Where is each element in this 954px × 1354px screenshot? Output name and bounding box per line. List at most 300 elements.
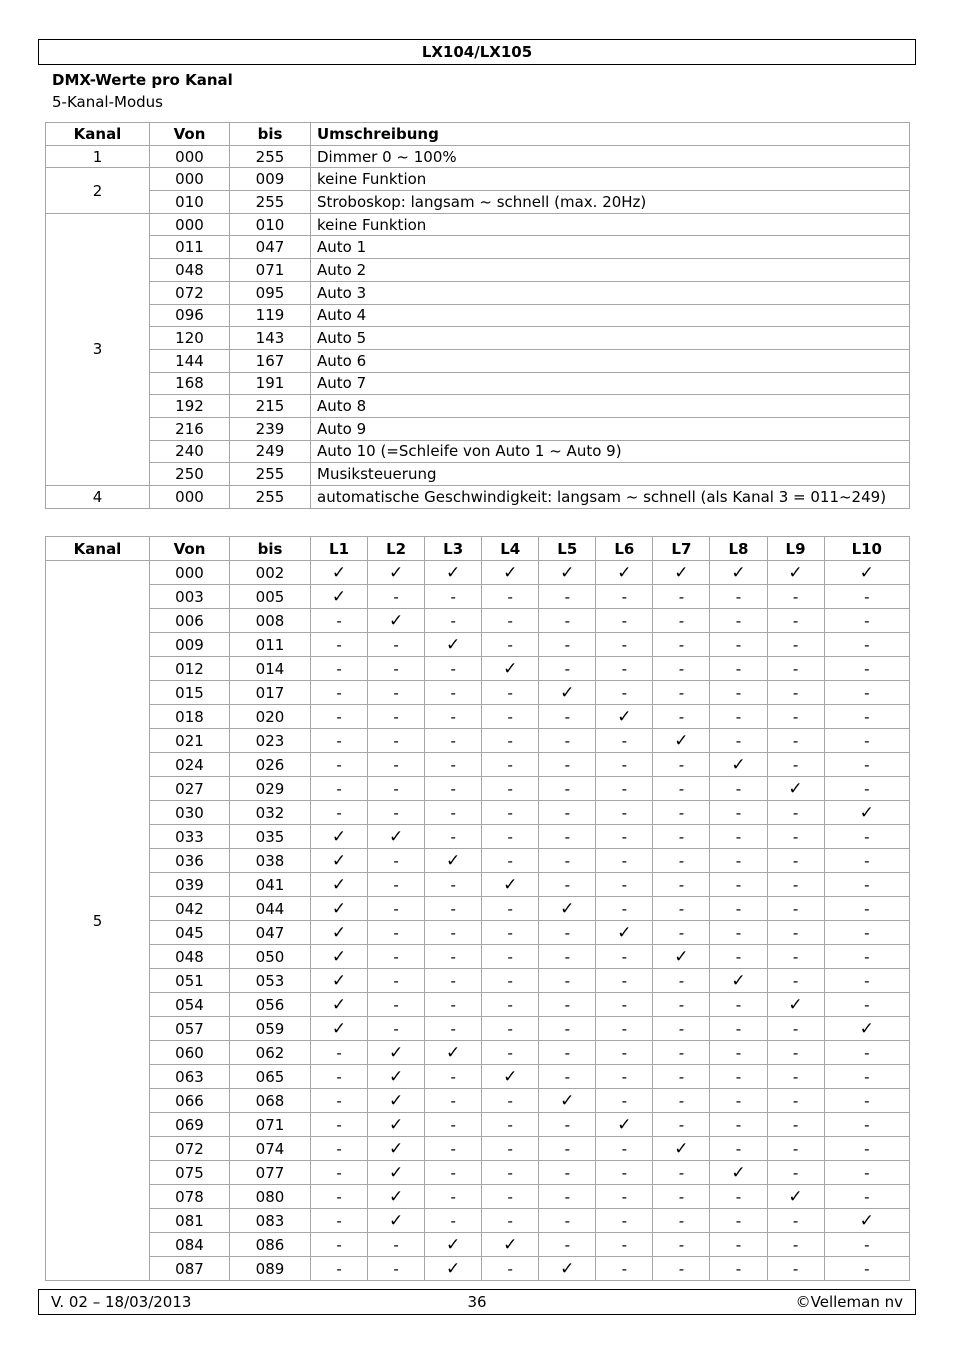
dash-cell: -	[767, 1209, 824, 1233]
von-cell: 168	[150, 372, 230, 395]
table-row	[46, 145, 910, 168]
check-mark-cell: ✓	[368, 1065, 425, 1089]
table-row	[46, 1113, 910, 1137]
header-von: Von	[150, 123, 230, 146]
dash-cell: -	[596, 1089, 653, 1113]
header-l1: L1	[311, 537, 368, 561]
dash-cell: -	[482, 945, 539, 969]
document-header	[38, 39, 916, 65]
dash-cell: -	[482, 609, 539, 633]
dash-cell: -	[710, 921, 767, 945]
table-row	[46, 1257, 910, 1281]
von-cell: 045	[150, 921, 230, 945]
dash-cell: -	[311, 1089, 368, 1113]
table-row	[46, 281, 910, 304]
check-mark-cell: ✓	[767, 1185, 824, 1209]
dash-cell: -	[596, 1017, 653, 1041]
dash-cell: -	[425, 681, 482, 705]
check-mark-cell: ✓	[767, 993, 824, 1017]
check-mark-cell: ✓	[710, 753, 767, 777]
table-row	[46, 633, 910, 657]
dash-cell: -	[710, 633, 767, 657]
dash-cell: -	[824, 1161, 909, 1185]
check-mark-cell: ✓	[824, 561, 909, 585]
dash-cell: -	[710, 705, 767, 729]
dash-cell: -	[824, 849, 909, 873]
bis-cell: 008	[230, 609, 311, 633]
dash-cell: -	[710, 1185, 767, 1209]
dash-cell: -	[653, 633, 710, 657]
dash-cell: -	[653, 609, 710, 633]
table-row	[46, 897, 910, 921]
dash-cell: -	[767, 1137, 824, 1161]
dash-cell: -	[482, 1185, 539, 1209]
dash-cell: -	[767, 1161, 824, 1185]
umschreibung-cell: Auto 6	[311, 349, 910, 372]
dash-cell: -	[482, 921, 539, 945]
dash-cell: -	[824, 1185, 909, 1209]
check-mark-cell: ✓	[368, 1113, 425, 1137]
check-mark-cell: ✓	[482, 873, 539, 897]
table-row	[46, 609, 910, 633]
header-l3: L3	[425, 537, 482, 561]
umschreibung-cell: keine Funktion	[311, 213, 910, 236]
dash-cell: -	[368, 1233, 425, 1257]
von-cell: 216	[150, 417, 230, 440]
bis-cell: 032	[230, 801, 311, 825]
von-cell: 006	[150, 609, 230, 633]
check-mark-cell: ✓	[311, 825, 368, 849]
dash-cell: -	[539, 921, 596, 945]
dash-cell: -	[824, 993, 909, 1017]
dash-cell: -	[311, 609, 368, 633]
check-mark-cell: ✓	[311, 993, 368, 1017]
kanal-cell: 2	[46, 168, 150, 213]
bis-cell: 026	[230, 753, 311, 777]
dash-cell: -	[596, 993, 653, 1017]
table-row	[46, 801, 910, 825]
dash-cell: -	[482, 1209, 539, 1233]
bis-cell: 083	[230, 1209, 311, 1233]
table-header-row	[46, 537, 910, 561]
von-cell: 051	[150, 969, 230, 993]
dash-cell: -	[710, 729, 767, 753]
dash-cell: -	[425, 1185, 482, 1209]
dash-cell: -	[425, 777, 482, 801]
bis-cell: 191	[230, 372, 311, 395]
bis-cell: 239	[230, 417, 311, 440]
dash-cell: -	[539, 753, 596, 777]
dash-cell: -	[824, 825, 909, 849]
dash-cell: -	[311, 657, 368, 681]
check-mark-cell: ✓	[539, 681, 596, 705]
dash-cell: -	[539, 969, 596, 993]
bis-cell: 041	[230, 873, 311, 897]
bis-cell: 086	[230, 1233, 311, 1257]
dash-cell: -	[596, 633, 653, 657]
table-row	[46, 921, 910, 945]
bis-cell: 053	[230, 969, 311, 993]
von-cell: 060	[150, 1041, 230, 1065]
dash-cell: -	[311, 705, 368, 729]
table-row	[46, 753, 910, 777]
document-footer	[38, 1289, 916, 1315]
dash-cell: -	[425, 609, 482, 633]
umschreibung-cell: Auto 8	[311, 395, 910, 418]
dash-cell: -	[539, 705, 596, 729]
von-cell: 144	[150, 349, 230, 372]
check-mark-cell: ✓	[596, 705, 653, 729]
dash-cell: -	[710, 897, 767, 921]
dash-cell: -	[653, 657, 710, 681]
check-mark-cell: ✓	[368, 825, 425, 849]
dash-cell: -	[311, 801, 368, 825]
header-von: Von	[150, 537, 230, 561]
dash-cell: -	[425, 729, 482, 753]
dash-cell: -	[653, 993, 710, 1017]
dash-cell: -	[653, 1257, 710, 1281]
umschreibung-cell: Musiksteuerung	[311, 463, 910, 486]
check-mark-cell: ✓	[539, 561, 596, 585]
dash-cell: -	[596, 657, 653, 681]
bis-cell: 255	[230, 486, 311, 509]
dash-cell: -	[653, 849, 710, 873]
umschreibung-cell: Auto 10 (=Schleife von Auto 1 ~ Auto 9)	[311, 440, 910, 463]
dash-cell: -	[596, 849, 653, 873]
dash-cell: -	[653, 777, 710, 801]
dash-cell: -	[311, 633, 368, 657]
dash-cell: -	[368, 969, 425, 993]
dash-cell: -	[539, 993, 596, 1017]
dash-cell: -	[539, 1233, 596, 1257]
dash-cell: -	[710, 825, 767, 849]
header-l6: L6	[596, 537, 653, 561]
bis-cell: 215	[230, 395, 311, 418]
dash-cell: -	[710, 873, 767, 897]
check-mark-cell: ✓	[653, 945, 710, 969]
dash-cell: -	[482, 1161, 539, 1185]
check-mark-cell: ✓	[596, 921, 653, 945]
bis-cell: 080	[230, 1185, 311, 1209]
dash-cell: -	[539, 873, 596, 897]
dash-cell: -	[824, 945, 909, 969]
dash-cell: -	[710, 1137, 767, 1161]
table-row	[46, 1041, 910, 1065]
check-mark-cell: ✓	[425, 633, 482, 657]
table-row	[46, 372, 910, 395]
dash-cell: -	[311, 1065, 368, 1089]
dash-cell: -	[368, 1017, 425, 1041]
dash-cell: -	[596, 1065, 653, 1089]
dash-cell: -	[653, 1233, 710, 1257]
von-cell: 069	[150, 1113, 230, 1137]
dash-cell: -	[482, 1113, 539, 1137]
dash-cell: -	[824, 1137, 909, 1161]
dash-cell: -	[596, 1209, 653, 1233]
table-row	[46, 463, 910, 486]
umschreibung-cell: keine Funktion	[311, 168, 910, 191]
dash-cell: -	[311, 1161, 368, 1185]
table-row	[46, 729, 910, 753]
dash-cell: -	[425, 1065, 482, 1089]
dash-cell: -	[710, 1065, 767, 1089]
check-mark-cell: ✓	[710, 1161, 767, 1185]
dash-cell: -	[368, 921, 425, 945]
check-mark-cell: ✓	[767, 777, 824, 801]
dash-cell: -	[425, 1209, 482, 1233]
dash-cell: -	[368, 657, 425, 681]
dash-cell: -	[710, 1113, 767, 1137]
dash-cell: -	[824, 897, 909, 921]
bis-cell: 119	[230, 304, 311, 327]
dash-cell: -	[368, 897, 425, 921]
footer-copyright: ©Velleman nv	[795, 1293, 903, 1311]
check-mark-cell: ✓	[368, 1137, 425, 1161]
table-row	[46, 1233, 910, 1257]
header-bis: bis	[230, 123, 311, 146]
header-l7: L7	[653, 537, 710, 561]
dash-cell: -	[425, 585, 482, 609]
dash-cell: -	[710, 657, 767, 681]
document-title: LX104/LX105	[421, 43, 533, 61]
dash-cell: -	[710, 1257, 767, 1281]
bis-cell: 023	[230, 729, 311, 753]
bis-cell: 044	[230, 897, 311, 921]
table-row	[46, 825, 910, 849]
dash-cell: -	[824, 1041, 909, 1065]
dash-cell: -	[425, 1161, 482, 1185]
dash-cell: -	[596, 753, 653, 777]
check-mark-cell: ✓	[482, 657, 539, 681]
bis-cell: 009	[230, 168, 311, 191]
dash-cell: -	[824, 1089, 909, 1113]
von-cell: 048	[150, 259, 230, 282]
dash-cell: -	[767, 1257, 824, 1281]
kanal-cell: 5	[46, 561, 150, 1281]
dash-cell: -	[824, 729, 909, 753]
dash-cell: -	[596, 1185, 653, 1209]
table-row	[46, 705, 910, 729]
header-kanal: Kanal	[46, 537, 150, 561]
dash-cell: -	[710, 585, 767, 609]
umschreibung-cell: Auto 9	[311, 417, 910, 440]
dash-cell: -	[539, 729, 596, 753]
check-mark-cell: ✓	[311, 561, 368, 585]
dash-cell: -	[425, 897, 482, 921]
umschreibung-cell: Dimmer 0 ~ 100%	[311, 145, 910, 168]
dash-cell: -	[710, 993, 767, 1017]
dash-cell: -	[425, 825, 482, 849]
table-row	[46, 1089, 910, 1113]
umschreibung-cell: Auto 1	[311, 236, 910, 259]
check-mark-cell: ✓	[425, 561, 482, 585]
dash-cell: -	[539, 777, 596, 801]
table-row	[46, 304, 910, 327]
kanal-cell: 1	[46, 145, 150, 168]
dash-cell: -	[767, 1113, 824, 1137]
dash-cell: -	[539, 1209, 596, 1233]
dash-cell: -	[767, 753, 824, 777]
von-cell: 000	[150, 145, 230, 168]
dash-cell: -	[596, 969, 653, 993]
dash-cell: -	[653, 921, 710, 945]
von-cell: 011	[150, 236, 230, 259]
check-mark-cell: ✓	[653, 1137, 710, 1161]
bis-cell: 047	[230, 236, 311, 259]
table-row	[46, 1209, 910, 1233]
bis-cell: 062	[230, 1041, 311, 1065]
dash-cell: -	[482, 681, 539, 705]
dash-cell: -	[482, 633, 539, 657]
von-cell: 057	[150, 1017, 230, 1041]
von-cell: 030	[150, 801, 230, 825]
von-cell: 009	[150, 633, 230, 657]
bis-cell: 011	[230, 633, 311, 657]
dash-cell: -	[482, 705, 539, 729]
bis-cell: 143	[230, 327, 311, 350]
dash-cell: -	[824, 1257, 909, 1281]
dash-cell: -	[311, 753, 368, 777]
check-mark-cell: ✓	[824, 1017, 909, 1041]
bis-cell: 029	[230, 777, 311, 801]
bis-cell: 249	[230, 440, 311, 463]
dash-cell: -	[824, 777, 909, 801]
von-cell: 120	[150, 327, 230, 350]
check-mark-cell: ✓	[311, 969, 368, 993]
table-row	[46, 585, 910, 609]
dash-cell: -	[539, 1041, 596, 1065]
dash-cell: -	[767, 1017, 824, 1041]
check-mark-cell: ✓	[425, 1257, 482, 1281]
check-mark-cell: ✓	[368, 609, 425, 633]
von-cell: 063	[150, 1065, 230, 1089]
dash-cell: -	[596, 609, 653, 633]
dash-cell: -	[653, 1089, 710, 1113]
dash-cell: -	[425, 945, 482, 969]
table-row	[46, 349, 910, 372]
von-cell: 018	[150, 705, 230, 729]
table-row	[46, 213, 910, 236]
von-cell: 021	[150, 729, 230, 753]
check-mark-cell: ✓	[311, 585, 368, 609]
dash-cell: -	[653, 873, 710, 897]
header-bis: bis	[230, 537, 311, 561]
dash-cell: -	[710, 1017, 767, 1041]
bis-cell: 255	[230, 191, 311, 214]
dash-cell: -	[824, 921, 909, 945]
dash-cell: -	[425, 753, 482, 777]
dash-cell: -	[596, 1233, 653, 1257]
dash-cell: -	[767, 1041, 824, 1065]
dash-cell: -	[368, 993, 425, 1017]
dash-cell: -	[539, 1065, 596, 1089]
dash-cell: -	[596, 1161, 653, 1185]
footer-version: V. 02 – 18/03/2013	[51, 1293, 192, 1311]
dash-cell: -	[311, 1041, 368, 1065]
dash-cell: -	[653, 681, 710, 705]
dash-cell: -	[710, 1089, 767, 1113]
table-row	[46, 681, 910, 705]
dash-cell: -	[482, 585, 539, 609]
table-row	[46, 1185, 910, 1209]
dash-cell: -	[425, 1017, 482, 1041]
dash-cell: -	[653, 1113, 710, 1137]
dash-cell: -	[596, 825, 653, 849]
dash-cell: -	[482, 753, 539, 777]
dash-cell: -	[311, 1185, 368, 1209]
von-cell: 096	[150, 304, 230, 327]
table-row	[46, 777, 910, 801]
dash-cell: -	[425, 801, 482, 825]
von-cell: 066	[150, 1089, 230, 1113]
dash-cell: -	[368, 729, 425, 753]
dash-cell: -	[539, 633, 596, 657]
umschreibung-cell: Stroboskop: langsam ~ schnell (max. 20Hz)	[311, 191, 910, 214]
table-row	[46, 440, 910, 463]
dash-cell: -	[368, 633, 425, 657]
dash-cell: -	[767, 873, 824, 897]
dash-cell: -	[824, 969, 909, 993]
dash-cell: -	[596, 585, 653, 609]
dash-cell: -	[710, 945, 767, 969]
table-row	[46, 1065, 910, 1089]
dash-cell: -	[653, 1041, 710, 1065]
check-mark-cell: ✓	[368, 1041, 425, 1065]
dash-cell: -	[653, 1209, 710, 1233]
check-mark-cell: ✓	[368, 1209, 425, 1233]
table-row	[46, 849, 910, 873]
check-mark-cell: ✓	[596, 1113, 653, 1137]
von-cell: 000	[150, 168, 230, 191]
dash-cell: -	[767, 633, 824, 657]
check-mark-cell: ✓	[824, 1209, 909, 1233]
von-cell: 072	[150, 281, 230, 304]
bis-cell: 005	[230, 585, 311, 609]
check-mark-cell: ✓	[539, 897, 596, 921]
table-row	[46, 191, 910, 214]
dash-cell: -	[596, 801, 653, 825]
dash-cell: -	[482, 1257, 539, 1281]
bis-cell: 017	[230, 681, 311, 705]
bis-cell: 255	[230, 463, 311, 486]
dash-cell: -	[824, 609, 909, 633]
table-row	[46, 327, 910, 350]
header-l8: L8	[710, 537, 767, 561]
dash-cell: -	[596, 873, 653, 897]
dash-cell: -	[482, 1041, 539, 1065]
dash-cell: -	[710, 1041, 767, 1065]
check-mark-cell: ✓	[539, 1089, 596, 1113]
von-cell: 033	[150, 825, 230, 849]
dash-cell: -	[824, 753, 909, 777]
dash-cell: -	[539, 1137, 596, 1161]
check-mark-cell: ✓	[311, 897, 368, 921]
dash-cell: -	[482, 993, 539, 1017]
bis-cell: 095	[230, 281, 311, 304]
dash-cell: -	[539, 609, 596, 633]
dash-cell: -	[824, 585, 909, 609]
dash-cell: -	[824, 1233, 909, 1257]
bis-cell: 077	[230, 1161, 311, 1185]
dash-cell: -	[653, 969, 710, 993]
header-l9: L9	[767, 537, 824, 561]
bis-cell: 035	[230, 825, 311, 849]
table-row	[46, 486, 910, 509]
dash-cell: -	[653, 825, 710, 849]
dash-cell: -	[824, 1065, 909, 1089]
check-mark-cell: ✓	[368, 1185, 425, 1209]
von-cell: 039	[150, 873, 230, 897]
